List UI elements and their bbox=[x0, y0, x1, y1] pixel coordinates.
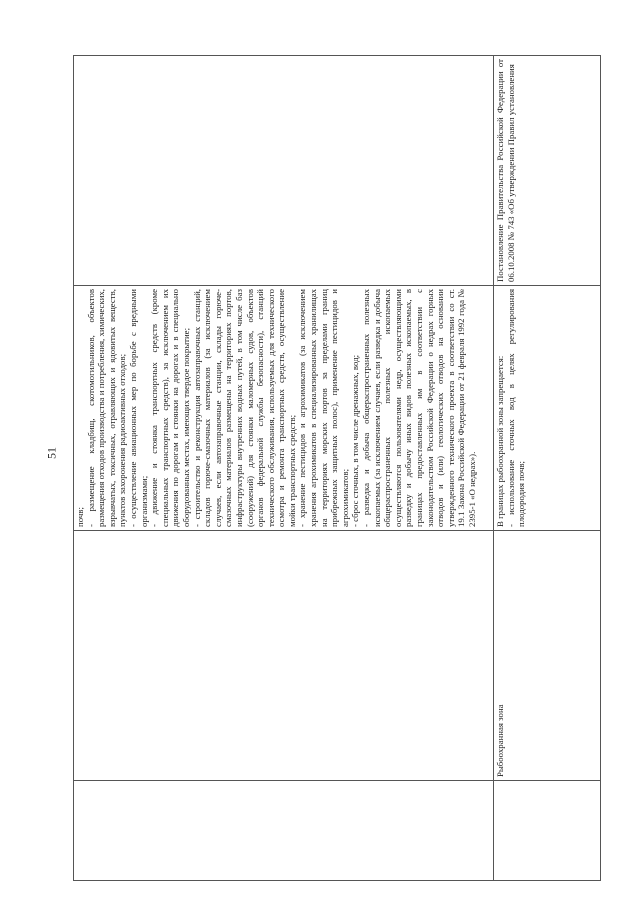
cell-restrictions bbox=[74, 286, 494, 531]
restriction-item: - использование сточных вод в целях регулирования плодородия почв; bbox=[505, 289, 527, 527]
cell-number bbox=[74, 781, 494, 881]
restriction-list bbox=[495, 289, 527, 527]
cell-number bbox=[494, 781, 601, 881]
cell-legal-basis: Постановление Правительства Российской Федерации от 06.10.2008 № 743 «Об утверждении Правил установления bbox=[494, 56, 601, 286]
restriction-item: - размещение кладбищ, скотомогильников, объектов размещения отходов производства и потребления, химических, взрывчатых, токсичных, отравляющих и ядовитых веществ, пунктов захоронения радиоактивных отходов; bbox=[85, 289, 128, 527]
restriction-item: - сброс сточных, в том числе дренажных, вод; bbox=[350, 354, 361, 527]
cell-zone-name bbox=[74, 531, 494, 781]
cell-restrictions bbox=[494, 286, 601, 531]
restriction-item: В границах рыбоохранной зоны запрещается: bbox=[495, 355, 505, 527]
page-number: 51 bbox=[44, 447, 59, 459]
restriction-item: - движение и стоянка транспортных средств (кроме специальных транспортных средств), за исключением их движения по дорогам и стоянки на дорогах и в специально оборудованных местах, имеющих твердое покрытие; bbox=[149, 289, 191, 527]
rotated-table-canvas bbox=[73, 56, 600, 881]
restriction-item: - разведка и добыча общераспространенных полезных ископаемых (за исключением случаев, если разведка и добыча общераспространенных полезных ископаемых осуществляются пользователями недр, осуществляющими разведку и добычу иных видов полезных ископаемых, в границах предоставленных им в соответствии с законодательством Российской Федерации о недрах горных отводов и (или) геологических отводов на основании утвержденного технического проекта в соответствии со ст. 19.1 Закона Российской Федерации от 21 февраля 1992 года № 2395-1 «О недрах»). bbox=[361, 289, 477, 527]
restriction-item: - осуществление авиационных мер по борьбе с вредными организмами; bbox=[127, 289, 149, 527]
restriction-item: почв; bbox=[75, 507, 85, 527]
restriction-item: - строительство и реконструкция автозаправочных станций, складов горюче-смазочных материалов (за исключением случаев, если автозаправочные станции, склады горюче-смазочных материалов размещены на территориях портов, инфраструктуры внутренних водных путей, в том числе баз (сооружений) для стоянки маломерных судов, объектов органов федеральной службы безопасности), станций технического обслуживания, используемых для технического осмотра и ремонта транспортных средств, осуществление мойки транспортных средств; bbox=[191, 289, 297, 527]
regulation-table bbox=[73, 55, 601, 881]
restriction-list bbox=[75, 289, 478, 527]
table-row bbox=[494, 56, 601, 881]
restriction-item: - хранение пестицидов и агрохимикатов (за исключением хранения агрохимикатов в специализированных хранилищах на территориях морских портов за пределами границ прибрежных защитных полос), применение пестицидов и агрохимикатов; bbox=[297, 289, 350, 527]
table-row bbox=[74, 56, 494, 881]
cell-legal-basis bbox=[74, 56, 494, 286]
cell-zone-name: Рыбоохранная зона bbox=[494, 531, 601, 781]
